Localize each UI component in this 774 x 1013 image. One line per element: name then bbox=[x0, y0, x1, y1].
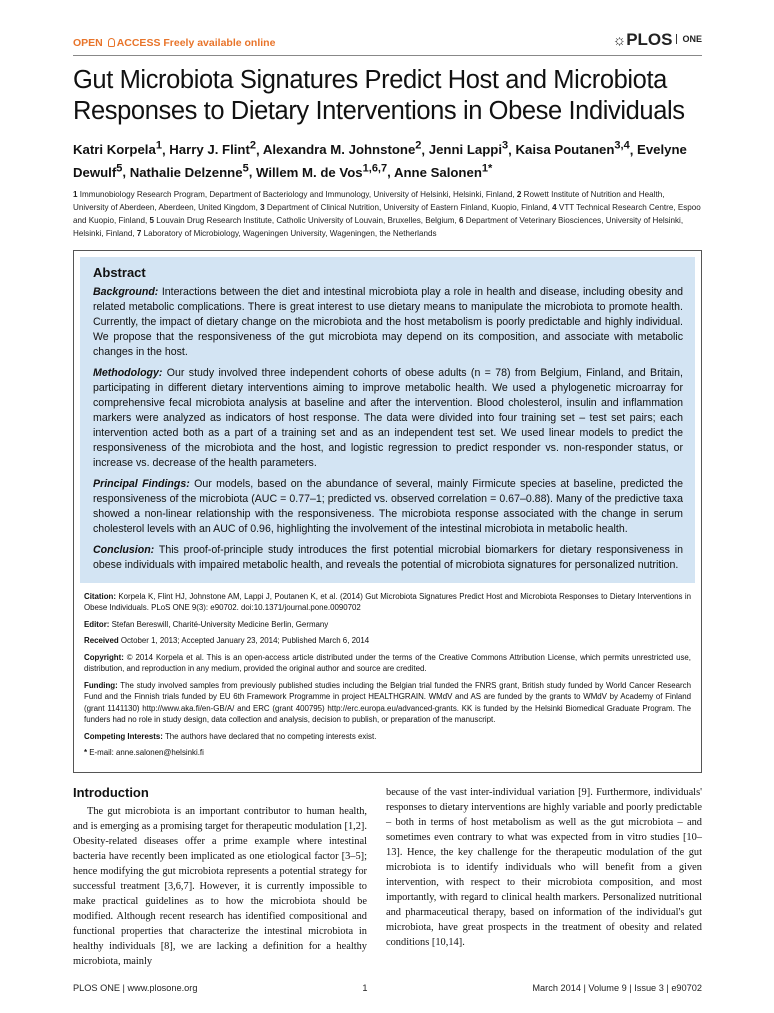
author-name: Evelyne Dewulf bbox=[73, 142, 687, 180]
author-affiliation-mark: 5 bbox=[116, 162, 123, 175]
logo-text: PLOS bbox=[626, 30, 673, 49]
author-affiliation-mark: 2 bbox=[415, 140, 422, 152]
affiliation-number: 3 bbox=[260, 202, 265, 212]
author-name: Alexandra M. Johnstone bbox=[262, 142, 416, 158]
affiliation-text: Department of Clinical Nutrition, University of Eastern Finland, Kuopio, Finland, bbox=[264, 202, 553, 212]
author-affiliation-mark: 3 bbox=[502, 140, 509, 152]
metadata-text: The authors have declared that no competing interests exist. bbox=[162, 731, 377, 741]
metadata-label: Editor: bbox=[84, 619, 110, 629]
abstract-section bbox=[93, 477, 683, 537]
metadata-item bbox=[84, 731, 691, 743]
open-access-banner bbox=[73, 37, 275, 49]
author bbox=[515, 142, 629, 157]
intro-left-column: The gut microbiota is an important contributor to human health, and is emerging as a promising target for therapeutic modulation [1,2]. Obesity-related diseases offer a prime example where intestinal bacteria have recently been implicated as one etiological factor [3–5]; hence modifying the gut microbiota represents a potential strategy for successful treatment [3,6,7]. However, it is currently impossible to make practical guidelines as to how the microbiota should be modified. Although recent research has identified compositional and functional properties that characterize the intestinal microbiota in healthy individuals [8], we are lacking a definition for a healthy microbiota, mainly bbox=[73, 805, 367, 967]
author-name: Katri Korpela bbox=[73, 142, 156, 158]
metadata-text: Stefan Bereswill, Charité-University Medicine Berlin, Germany bbox=[109, 619, 329, 629]
affiliation-number: 6 bbox=[459, 215, 464, 225]
metadata-item bbox=[84, 747, 691, 759]
metadata-label: * bbox=[84, 748, 88, 758]
plos-logo bbox=[612, 30, 702, 50]
abstract-section bbox=[93, 366, 683, 471]
affiliation-text: Rowett Institute of Nutrition and Health, University of Aberdeen, Aberdeen, United Kingdom, bbox=[73, 189, 665, 212]
metadata-label: Citation: bbox=[84, 591, 116, 601]
metadata-item bbox=[84, 680, 691, 726]
abstract-section-text: This proof-of-principle study introduces the first potential microbial biomarkers for dietary responsiveness in obese individuals with impaired metabolic health, and reveals the potential of microbiota signatures for personalized nutrition. bbox=[93, 543, 683, 571]
metadata-text: October 1, 2013; Accepted January 23, 2014; Published March 6, 2014 bbox=[118, 636, 370, 646]
author bbox=[129, 162, 249, 180]
sun-icon: ☼ bbox=[612, 32, 627, 49]
open-label: OPEN bbox=[73, 37, 103, 49]
abstract-section bbox=[93, 543, 683, 573]
author bbox=[169, 142, 256, 157]
intro-right-column: because of the vast inter-individual variation [9]. Furthermore, individuals' responses to dietary interventions are highly variable and poorly predictable – both in terms of host metabolism as well as the gut microbiota – and sometimes even contrary to what was expected from in vitro studies [10–13]. Hence, the key challenge for the therapeutic modulation of the gut microbiota is to identify individuals who will benefit from a given intervention, with respect to their microbiota composition, and most importantly, with regard to clinical health markers. Personalized nutritional and pharmaceutical therapy, based on information of the individual's gut microbiota, have great prospects in the treatment of obesity and related conditions [10,14]. bbox=[386, 786, 702, 948]
abstract-section-label: Principal Findings: bbox=[93, 477, 190, 490]
article-metadata bbox=[84, 591, 691, 759]
abstract-heading: Abstract bbox=[93, 264, 146, 280]
affiliation-number: 2 bbox=[516, 189, 522, 199]
author-list: Katri Korpela$^1$, Harry J. Flint$^2$, Alexandra M. Johnstone$^2$, Jenni Lappi$^3$, Kaisa Poutanen$^{3,4}$, Evelyne Dewulf$^5$, Nathalie Delzenne$^5$, Willem M. de Vos$^{1,6,7}$, Anne Salonen$^{1*}$ bbox=[73, 140, 687, 180]
paper-title: Gut Microbiota Signatures Predict Host and Microbiota Responses to Dietary Interventions in Obese Individuals bbox=[73, 66, 685, 125]
author-name: Jenni Lappi bbox=[428, 142, 503, 158]
metadata-label: Received bbox=[84, 636, 119, 646]
abstract-section bbox=[93, 285, 683, 360]
author-affiliation-mark: 3,4 bbox=[614, 140, 630, 152]
metadata-label: Funding: bbox=[84, 680, 118, 690]
footer-issue: March 2014 | Volume 9 | Issue 3 | e90702 bbox=[532, 982, 702, 993]
abstract-section-text: Our models, based on the abundance of several, mainly Firmicute species at baseline, predicted the responsiveness of the microbiota (AUC = 0.77–1; predicted vs. observed correlation = 0.67–0.88). Many of the predictive taxa showed a non-linear relationship with the responsiveness. The microbiota response associated with the change in serum cholesterol levels with an AUC of 0.96, highlighting the involvement of the intestinal microbiota in metabolic health. bbox=[93, 477, 683, 535]
abstract-section-label: Conclusion: bbox=[93, 543, 155, 556]
metadata-text: © 2014 Korpela et al. This is an open-access article distributed under the terms of the Creative Commons Attribution License, which permits unrestricted use, distribution, and reproduction in any medium, provided the original author and source are credited. bbox=[84, 652, 691, 674]
open-lock-icon bbox=[108, 38, 115, 47]
metadata-item bbox=[84, 619, 691, 631]
metadata-text: Korpela K, Flint HJ, Johnstone AM, Lappi J, Poutanen K, et al. (2014) Gut Microbiota Signatures Predict Host and Microbiota Responses to Dietary Interventions in Obese Individuals. PLoS ONE 9(3): e90702. doi:10.1371/journal.pone.0090702 bbox=[84, 591, 691, 613]
page-number: 1 bbox=[362, 982, 368, 993]
author-affiliation-mark: 2 bbox=[249, 140, 257, 152]
affiliation-text: Laboratory of Microbiology, Wageningen University, Wageningen, the Netherlands bbox=[141, 228, 437, 238]
page-header bbox=[73, 30, 702, 56]
abstract-section-label: Methodology: bbox=[93, 366, 163, 379]
article-info-box bbox=[73, 250, 702, 773]
metadata-text: The study involved samples from previously published studies including the Belgian trial funded the FNRS grant, British study funded by World Cancer Research Fund and the Finnish trials funded by EU 6th Framework Programme in project HEALTHGRAIN. WMdV and AS are funded by the grants to WMdV by Academy of Finland (grant 1141130) http://www.aka.fi/en-GB/A/ and ERC (grant 400795) http://erc.europa.eu/advanced-grants. KK is funded by the Helsinki Biomedical Graduate Program. The funders had no role in study design, data collection and analysis, decision to publish, or preparation of the manuscript. bbox=[84, 680, 691, 725]
affiliation-number: 7 bbox=[136, 228, 142, 238]
abstract bbox=[80, 257, 695, 583]
abstract-section-text: Interactions between the diet and intestinal microbiota play a role in health and disease, including obesity and related metabolic complications. There is great interest to use dietary means to manipulate the microbiota to promote health. Currently, the impact of dietary change on the microbiota and the host metabolism is poorly predictable and highly individual. We propose that the responsiveness of the gut microbiota may depend on its composition, and associate with metabolic changes in the host. bbox=[93, 285, 683, 358]
metadata-label: Copyright: bbox=[84, 652, 124, 662]
author bbox=[263, 142, 422, 157]
author-affiliation-mark: 1,6,7 bbox=[362, 162, 388, 175]
abstract-section-label: Background: bbox=[93, 285, 159, 298]
affiliation-number: 5 bbox=[149, 215, 155, 225]
metadata-item bbox=[84, 635, 691, 647]
affiliation-text: VTT Technical Research Centre, Espoo and Kuopio, Finland, bbox=[73, 202, 701, 225]
footer-journal[interactable]: PLOS ONE | www.plosone.org bbox=[73, 982, 198, 993]
author-name: Kaisa Poutanen bbox=[515, 142, 615, 158]
metadata-text: E-mail: anne.salonen@helsinki.fi bbox=[87, 748, 204, 758]
author-name: Willem M. de Vos bbox=[256, 164, 363, 180]
logo-journal: ONE bbox=[676, 34, 702, 44]
author-affiliation-mark: 1 bbox=[155, 140, 162, 152]
affiliation-number: 4 bbox=[552, 202, 557, 212]
metadata-item bbox=[84, 591, 691, 614]
abstract-section-text: Our study involved three independent cohorts of obese adults (n = 78) from Belgium, Finland, and Britain, participating in different dietary interventions aiming to improve metabolic health. We used a phylogenetic microarray for comprehensive fecal microbiota analysis at baseline and after the intervention. Blood cholesterol, insulin and inflammation markers were analyzed as indicators of host response. The data were divided into four training set – test set pairs; each intervention acted both as a part of a training set and as an independent test set. We used linear models to predict the responsiveness of the microbiota and the host, and logistic regression to predict responder vs. non-responder status, or increase vs. decrease of the health parameters. bbox=[93, 366, 683, 469]
author bbox=[429, 142, 508, 157]
author bbox=[73, 142, 162, 157]
intro-left bbox=[73, 785, 367, 969]
affiliation-number: 1 bbox=[73, 189, 78, 199]
author bbox=[256, 162, 388, 180]
affiliation-text: Immunobiology Research Program, Department of Bacteriology and Immunology, University of Helsinki, Helsinki, Finland, bbox=[77, 189, 517, 199]
author-name: Harry J. Flint bbox=[169, 142, 250, 158]
access-label: ACCESS Freely available online bbox=[116, 37, 276, 49]
author-affiliation-mark: 5 bbox=[242, 162, 249, 175]
metadata-label: Competing Interests: bbox=[84, 731, 163, 741]
affiliations bbox=[73, 188, 702, 240]
affiliation-text: Louvain Drug Research Institute, Catholic University of Louvain, Bruxelles, Belgium, bbox=[154, 215, 460, 225]
page-footer bbox=[73, 983, 702, 993]
introduction bbox=[73, 785, 702, 969]
author-name: Nathalie Delzenne bbox=[129, 164, 243, 180]
author bbox=[393, 162, 493, 180]
metadata-item bbox=[84, 652, 691, 675]
author-name: Anne Salonen bbox=[393, 164, 482, 180]
affiliation-text: Department of Veterinary Biosciences, University of Helsinki, Helsinki, Finland, bbox=[73, 215, 684, 238]
author-affiliation-mark: 1* bbox=[481, 162, 493, 175]
introduction-heading: Introduction bbox=[73, 784, 149, 800]
